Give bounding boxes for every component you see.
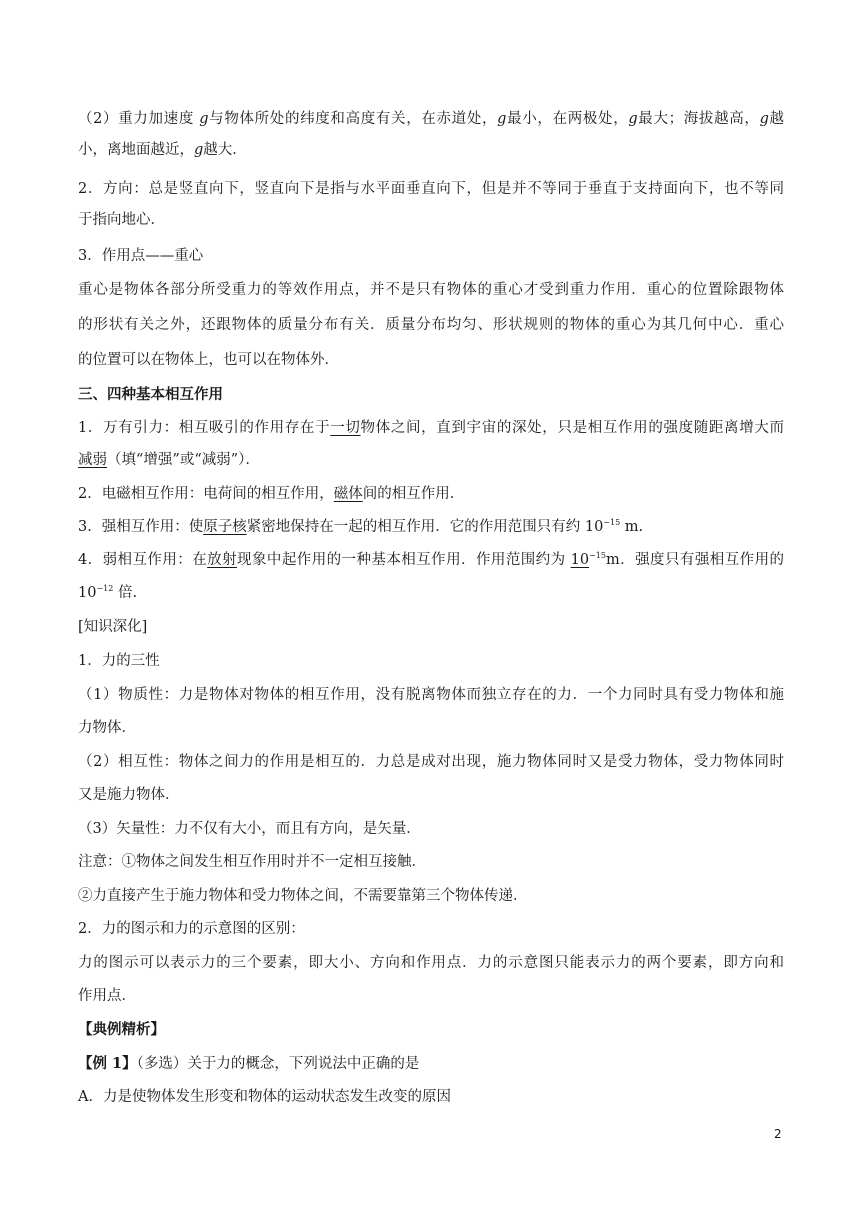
vector-property-line: （3）矢量性：力不仅有大小，而且有方向，是矢量． <box>78 821 421 837</box>
materiality-line2: 力物体． <box>78 720 136 736</box>
electromagnetic-line: 2．电磁相互作用：电荷间的相互作用，磁体间的相互作用． <box>78 486 465 502</box>
weak-interaction-line2: $10^{-12}$ 倍. <box>78 584 138 601</box>
point-of-action-title: 3．作用点——重心 <box>78 248 204 264</box>
mutuality-line2: 又是施力物体． <box>78 787 180 803</box>
center-of-gravity-line2: 的形状有关之外，还跟物体的质量分布有关．质量分布均匀、形状规则的物体的重心为其几何中心．重心 <box>78 317 784 333</box>
diagram-difference-line2: 作用点． <box>78 988 136 1004</box>
mutuality-line1: （2）相互性：物体之间力的作用是相互的．力总是成对出现，施力物体同时又是受力物体，受力物体同时 <box>78 754 784 770</box>
materiality-line1: （1）物质性：力是物体对物体的相互作用，没有脱离物体而独立存在的力．一个力同时具有受力物体和施 <box>78 687 784 703</box>
gravitation-line2: 减弱（填“增强”或“减弱”）． <box>78 452 260 468</box>
diagram-difference-line1: 力的图示可以表示力的三个要素，即大小、方向和作用点．力的示意图只能表示力的两个要素，即方向和 <box>78 955 784 971</box>
page-number: 2 <box>774 1127 782 1141</box>
weak-interaction-line1: 4．弱相互作用：在放射现象中起作用的一种基本相互作用．作用范围约为 $10^{-15}m$．强度只有强相互作用的 <box>78 551 784 568</box>
section-heading-interactions: 三、四种基本相互作用 <box>78 386 223 403</box>
diagram-difference-title: 2．力的图示和力的示意图的区别： <box>78 921 305 937</box>
direction-line2: 于指向地心． <box>78 212 165 228</box>
example-option-a: A．力是使物体发生形变和物体的运动状态发生改变的原因 <box>78 1089 451 1105</box>
knowledge-deepen-heading: [知识深化] <box>78 619 148 635</box>
gravity-accel-line2: 小，离地面越近，g越大． <box>78 142 247 158</box>
example-question: 【例 1】（多选）关于力的概念，下列说法中正确的是 <box>78 1055 420 1072</box>
example-section-heading: 【典例精析】 <box>78 1021 165 1038</box>
gravitation-line1: 1．万有引力：相互吸引的作用存在于一切物体之间，直到宇宙的深处，只是相互作用的强度随距离增大而 <box>78 420 785 436</box>
center-of-gravity-line1: 重心是物体各部分所受重力的等效作用点，并不是只有物体的重心才受到重力作用．重心的位置除跟物体 <box>78 282 784 298</box>
direction-line1: 2．方向：总是竖直向下，竖直向下是指与水平面垂直向下，但是并不等同于垂直于支持面向下，也不等同 <box>78 181 784 197</box>
note-line2: ②力直接产生于施力物体和受力物体之间，不需要靠第三个物体传递． <box>78 888 528 904</box>
three-properties-title: 1．力的三性 <box>78 653 160 669</box>
gravity-accel-line1: （2）重力加速度 g与物体所处的纬度和高度有关，在赤道处，g最小，在两极处，g最大；海拔越高，g越 <box>78 111 785 127</box>
strong-interaction-line: 3．强相互作用：使原子核紧密地保持在一起的相互作用．它的作用范围只有约 $10^{-15}$ m. <box>78 518 644 535</box>
note-line1: 注意：①物体之间发生相互作用时并不一定相互接触． <box>78 854 426 870</box>
center-of-gravity-line3: 的位置可以在物体上，也可以在物体外． <box>78 352 339 368</box>
